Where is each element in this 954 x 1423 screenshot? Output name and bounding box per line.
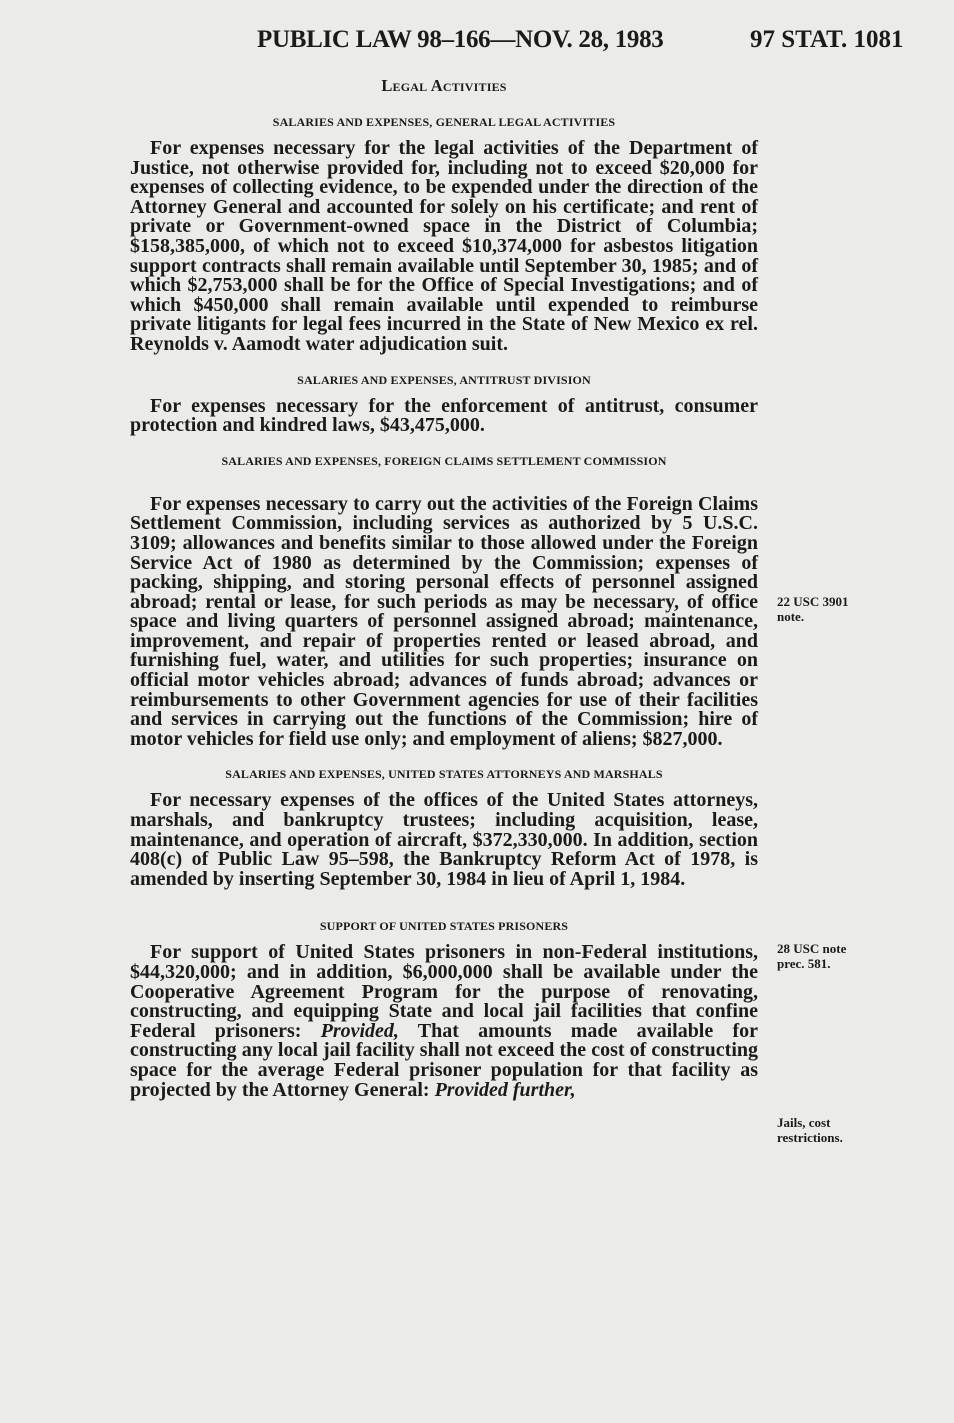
margin-note-22-usc-line-1: 22 USC 3901 <box>777 594 849 609</box>
provided-italic-1: Provided, <box>320 1019 399 1042</box>
chapter-heading: Legal Activities <box>381 76 507 95</box>
paragraph-antitrust: For expenses necessary for the enforcement of antitrust, consumer protection and kindred laws, $43,475,000. <box>130 394 758 437</box>
paragraph-foreign-claims: For expenses necessary to carry out the activities of the Foreign Claims Settlement Commission, including services as authorized by 5 U.S.C. 3109; allowances and benefits similar to those allowed under the Foreign Service Act of 1980 as determined by the Commission; expenses of packing, shipping, and storing personal effects of personnel assigned abroad; rental or lease, for such periods as may be necessary, of office space and living quarters of personnel assigned abroad; maintenance, improvement, and repair of properties rented or leased abroad, and furnishing fuel, water, and utilities for such properties; insurance on official motor vehicles abroad; advances of funds abroad; advances or reimbursements to other Government agencies for use of their facilities and services in carrying out the functions of the Commission; hire of motor vehicles for field use only; and employment of aliens; $827,000. <box>130 492 758 750</box>
section-heading-general-legal: SALARIES AND EXPENSES, GENERAL LEGAL ACTIVITIES <box>272 115 616 129</box>
prisoners-text-part-1: For support of United States prisoners in non-Federal institutions, $44,320,000; and in addition, $6,000,000 shall be available under the Cooperative Agreement Program for the purpose of renovating, constructing, and equipping State and local jail facilities that confine Federal prisoners: <box>130 941 758 1042</box>
margin-note-jails <box>777 1115 887 1145</box>
header-title: PUBLIC LAW 98–166—NOV. 28, 1983 <box>257 26 664 53</box>
margin-note-22-usc-line-2: note. <box>777 609 805 624</box>
margin-note-28-usc <box>777 941 887 971</box>
section-heading-foreign-claims: SALARIES AND EXPENSES, FOREIGN CLAIMS SETTLEMENT COMMISSION <box>221 453 667 468</box>
header-stat-page: 97 STAT. 1081 <box>750 26 904 53</box>
margin-note-22-usc <box>777 594 887 624</box>
paragraph-attorneys-marshals: For necessary expenses of the offices of the United States attorneys, marshals, and bankruptcy trustees; including acquisition, lease, maintenance, and operation of aircraft, $372,330,000. In addition, section 408(c) of Public Law 95–598, the Bankruptcy Reform Act of 1978, is amended by inserting September 30, 1984 in lieu of April 1, 1984. <box>130 789 758 890</box>
running-header <box>0 26 954 62</box>
margin-note-jails-line-2: restrictions. <box>777 1130 843 1145</box>
provided-italic-2: Provided further, <box>434 1078 576 1101</box>
main-text-column <box>130 76 758 1118</box>
margin-note-jails-line-1: Jails, cost <box>777 1115 831 1130</box>
margin-note-28-usc-line-2: prec. 581. <box>777 956 831 971</box>
section-heading-prisoners: SUPPORT OF UNITED STATES PRISONERS <box>319 919 569 934</box>
section-heading-attorneys-marshals: SALARIES AND EXPENSES, UNITED STATES ATTORNEYS AND MARSHALS <box>225 767 663 782</box>
margin-note-28-usc-line-1: 28 USC note <box>777 941 847 956</box>
paragraph-prisoners <box>130 943 758 1100</box>
paragraph-general-legal: For expenses necessary for the legal activities of the Department of Justice, not otherwise provided for, including not to exceed $20,000 for expenses of collecting evidence, to be expended under the direction of the Attorney General and accounted for solely on his certificate; and rent of private or Government-owned space in the District of Columbia; $158,385,000, of which not to exceed $10,374,000 for asbestos litigation support contracts shall remain available until September 30, 1985; and of which $2,753,000 shall be for the Office of Special Investigations; and of which $450,000 shall remain available until expended to reimburse private litigants for legal fees incurred in the State of New Mexico ex rel. Reynolds v. Aamodt water adjudication suit. <box>130 137 758 355</box>
section-heading-antitrust: SALARIES AND EXPENSES, ANTITRUST DIVISION <box>297 372 591 387</box>
prisoners-text-part-2: That amounts made available for constructing any local jail facility shall not exceed the cost of constructing space for the average Federal prisoner population for that facility as projected by the Attorney General: <box>130 1019 758 1101</box>
